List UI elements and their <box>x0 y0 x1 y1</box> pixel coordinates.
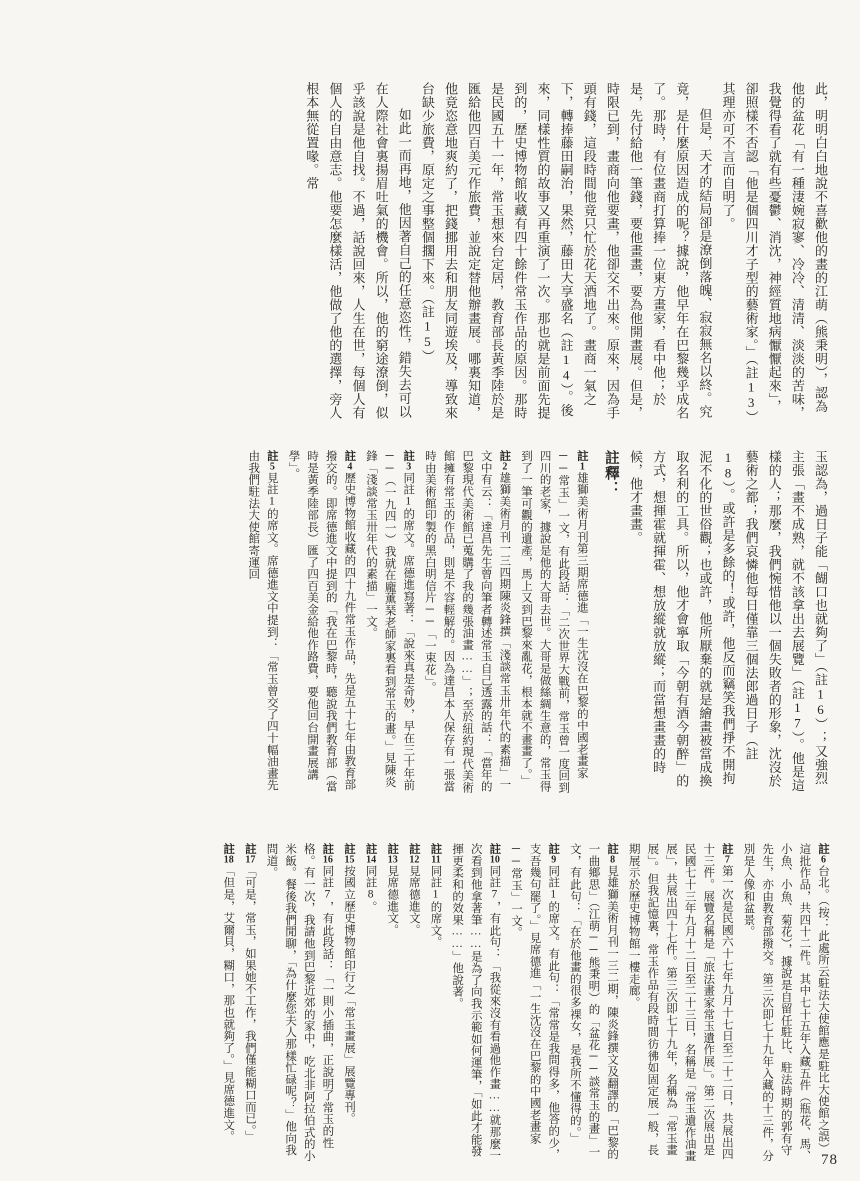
note-text: 同註7，有此句：「我從來沒有看過他作畫……就那麼一次看到他拿著筆……是為了向我示範如何運筆，「如此才能發揮更柔和的效果……」他說著。 <box>451 843 501 1162</box>
note-label: 註2 <box>498 450 511 472</box>
note-label: 註14 <box>364 843 377 865</box>
note-label: 註3 <box>402 450 415 472</box>
note-item <box>624 843 736 1165</box>
paragraph: 玉認為，過日子能「餬口也就夠了」（註16）；又強烈主張「畫不成熟，就不該拿出去展覽」（註17）。他是這樣的人；那麼，我們惋惜他以一個失敗者的形象，沈沒於藝術之都；我們哀憐他每日僅靠三個法郎過日子（註18）。或許是多餘的！或許，他反而竊笑我們掙不開拘泥不化的世俗觀；也或許，他所厭棄的就是繪畫被當成換取名利的工具。所以，他才會寧取「今朝有酒今朝醉」的方式，想揮霍就揮霍、想放縱就放縱；而當想畫畫的時候，他才畫畫。 <box>628 450 828 792</box>
note-label: 註4 <box>343 450 356 472</box>
note-text: 同註8。 <box>364 864 377 913</box>
note-label: 註8 <box>606 843 619 865</box>
note-text: 見席德進文。 <box>407 864 420 936</box>
note-item <box>448 843 504 1165</box>
note-item <box>361 843 380 1165</box>
note-text: 雄獅美術月刊第三期席德進「一生沈沒在巴黎的中國老畫家──常玉」一文，有此段話：「二次世界大戰前，常玉曾一度回到四川的老家，據說是他的大哥去世。大哥是做絲綢生意的，常玉得到了一筆可觀的遺產，馬上又到巴黎來亂花，根本就不畫畫了。」 <box>520 450 588 794</box>
paragraph: 如此一而再地，他因著自己的任意恣性，錯失去可以在人際社會裏揚眉吐氣的機會。所以，他的窮途潦倒，似乎該說是他自找。不過，話說回來，人生在世，每個人有個人的自由意志。他要怎麼樣活，他做了他的選擇，旁人根本無從置喙。常 <box>304 82 412 420</box>
middle-band <box>52 450 832 795</box>
note-item <box>361 450 417 795</box>
note-item <box>420 450 513 795</box>
note-item <box>383 843 402 1165</box>
note-item <box>426 843 445 1165</box>
note-item <box>240 843 259 1165</box>
main-text-top-band <box>52 82 832 422</box>
note-text: 第一次是民國六十七年九月十七日至二十二日，共展出四十三件。展覽名稱是「旅法畫家常玉遺作展」。第二次展出是民國七十三年九月十二日至二十三日，名稱是「常玉遺作油畫展」，共展出四十七件。第三次即七十九年，名稱為「常玉畫展」。但我記憶裏，常玉作品有段時間彷彿如固定展一般，長期展示於歷史博物館一樓走廊。 <box>627 843 733 1162</box>
note-text: 台北。（按：此處所云駐法大使館應是駐比大使館之誤）這批作品，共四十二件。其中七十五年入藏五件（瓶花、馬、小魚、小魚、菊花），據說是自留任駐比、駐法時期的郭有守先生，亦由教育部撥交。第三次即七十九年入藏的十三件，分別是人像和盆景。 <box>742 843 829 1162</box>
note-item <box>404 843 423 1165</box>
note-label: 註5 <box>265 450 278 472</box>
note-text: 「可是，常玉，如果她不工作，我們僅能糊口而已。」 <box>243 864 256 1143</box>
note-label: 註17 <box>243 843 256 865</box>
note-text: 「但是，艾爾貝，糊口，那也就夠了。」見席德進文。 <box>222 864 235 1143</box>
page-number: 78 <box>821 1152 838 1168</box>
note-label: 註1 <box>575 450 588 472</box>
note-text: 同註1的席文。席德進寫著：「說來真是奇妙，早在三十年前──（一九四一）我就在龐薰琹老師家裏看到常玉的畫。」見陳炎鋒「淺談常玉卅年代的素描」一文。 <box>365 450 415 791</box>
note-item <box>506 843 562 1165</box>
note-item <box>739 843 832 1165</box>
note-item <box>516 450 591 795</box>
note-text: 見註1的席文。席德進文中提到：「常玉曾交了四十幅油畫先由我們駐法大使館寄運回 <box>247 450 278 791</box>
note-text: 同註1的席文。 <box>429 864 442 948</box>
notes-band <box>27 843 832 1165</box>
note-label: 註11 <box>429 843 442 865</box>
paragraph: 此，明明白白地說不喜歡他的畫的江萌（熊秉明），認為他的盆花「有一種淒婉寂寥、冷冷、清清、淡淡的苦味，我覺得看了就有些憂鬱、消沈，神經質地病懨懨起來」，卻照樣不否認「他是個四川才子型的藝術家。」（註13）其理亦可不言而自明了。 <box>720 82 828 420</box>
note-label: 註7 <box>720 843 733 865</box>
note-text: 見席德進文。 <box>386 864 399 936</box>
note-label: 註13 <box>386 843 399 865</box>
note-text: 同註1的席文。有此句：「常常是我問得多，他答的少，支吾幾句罷了。」見席德進「一生沈沒在巴黎的中國老畫家──常玉」一文。 <box>510 843 560 1161</box>
note-item <box>262 843 337 1165</box>
note-text: 雄獅美術月刊一三四期陳炎鋒撰「淺談常玉卅年代的素描」一文中有云：「達昌先生曾向筆者轉述常玉自己透露的話：「當年的巴黎現代美術館已蒐購了我的幾張油畫……」；至於紐約現代美術館擁有常玉的作品，則是不容輕解的。因為達昌本人保存有一張當時由美術館印製的黑白明信片──「一束花」。 <box>423 450 511 794</box>
paragraph: 但是，天才的結局卻是潦倒落魄、寂寂無名以終。究竟，是什麼原因造成的呢？據說，他早年在巴黎幾乎成名了。那時，有位畫商打算捧一位東方畫家，看中他；於是，先付給他一筆錢，要他畫畫，要為他開畫展。但是，時限已到，畫商向他要畫，他卻交不出來。原來，因為手頭有錢，這段時間他竟只忙於花天酒地了。畫商一氣之下，轉捧藤田嗣治，果然，藤田大享盛名（註14）。後來，同樣性質的故事又再重演了一次。那也就是前面先提到的，歷史博物館收藏有四十餘件常玉作品的原因。那時是民國五十一年，常玉想來台定居，教育部長黃季陸於是匯給他四百美元作旅費，並說定替他辦畫展。哪裏知道，他竟恣意地爽約了，把錢挪用去和朋友同遊埃及，導致來台缺少旅費，原定之事整個擱下來。（註15） <box>419 82 713 420</box>
note-item <box>244 450 281 795</box>
note-text: 見雄獅美術月刊一三二期，陳炎鋒撰文及翻譯的「巴黎的一曲鄉思」（江萌──熊秉明）的「盆花──談常玉的畫」一文，有此句：「在於他畫的很多裸女，是我所不懂得的。」 <box>568 843 619 1160</box>
note-text: 歷史博物館收藏的四十九件常玉作品，先是五十七年由教育部撥交的。即席德進文中提到的「我在巴黎時，聽說我們教育部（當時是黃季陸部長）匯了四百美金給他作路費，要他回台開畫展講學」。 <box>287 450 356 793</box>
note-item <box>219 843 238 1165</box>
note-text: 同註7，有此段話：「一則小插曲，正說明了常玉的性格。有一次，我請他到巴黎近郊的家中，吃北非阿拉伯式的小米飯。餐後我們閒聊，「為什麼您夫人那樣忙碌呢？」他向我問道。 <box>265 843 334 1162</box>
note-item <box>565 843 621 1165</box>
note-item <box>284 450 359 795</box>
note-label: 註12 <box>407 843 420 865</box>
note-label: 註6 <box>817 843 829 865</box>
notes-heading: 註釋： <box>602 450 619 497</box>
note-label: 註16 <box>321 843 334 865</box>
note-item <box>339 843 358 1165</box>
note-label: 註10 <box>488 843 501 865</box>
note-text: 按國立歷史博物館印行之「常玉畫展」展覽專刊。 <box>343 864 355 1125</box>
note-label: 註9 <box>547 843 560 865</box>
note-label: 註18 <box>222 843 235 865</box>
note-label: 註15 <box>343 843 355 865</box>
